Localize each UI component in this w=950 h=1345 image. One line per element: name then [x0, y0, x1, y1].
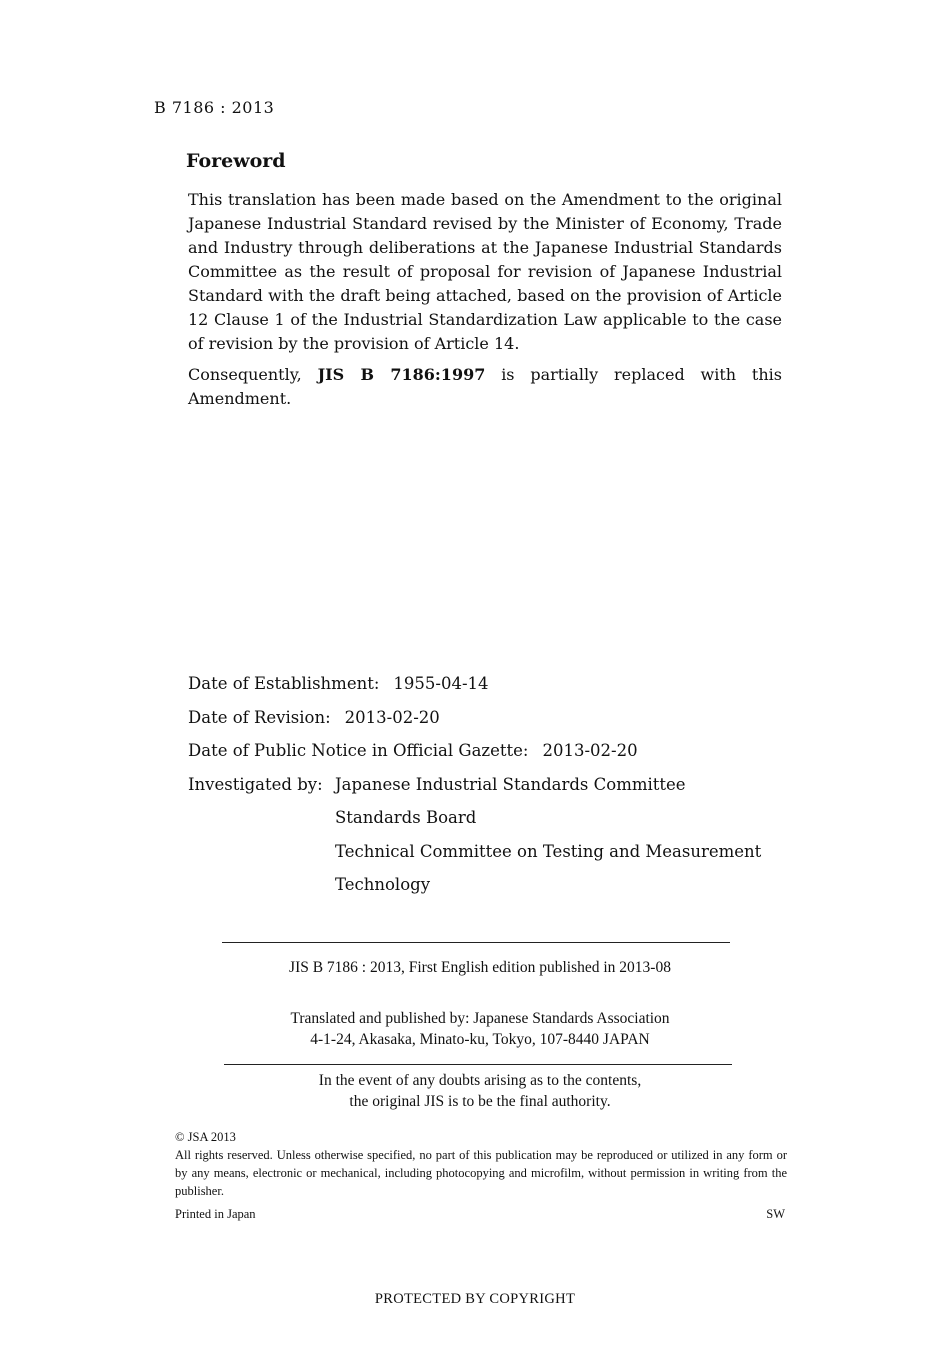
rights-statement: All rights reserved. Unless otherwise specified, no part of this publication may be reproduced or utilized in any form or by any means, electronic or mechanical, including photocopying and microfilm, without permission in writing from the publisher. — [175, 1148, 787, 1198]
publisher-info — [170, 1008, 790, 1050]
printed-row — [175, 1207, 785, 1222]
foreword-title: Foreword — [186, 150, 286, 172]
standard-number-header: B 7186 : 2013 — [154, 98, 275, 117]
dates-block — [188, 674, 761, 909]
publisher-line: Translated and published by: Japanese Standards Association — [290, 1010, 670, 1027]
gazette-date-value: 2013-02-20 — [542, 741, 638, 760]
investigating-body: Technology — [335, 875, 431, 894]
foreword-body — [188, 188, 782, 418]
publisher-address: 4-1-24, Akasaka, Minato-ku, Tokyo, 107-8440 JAPAN — [310, 1031, 650, 1048]
gazette-date-label: Date of Public Notice in Official Gazette: — [188, 741, 529, 760]
divider — [222, 942, 730, 943]
revision-date-label: Date of Revision: — [188, 707, 331, 727]
revision-date-value: 2013-02-20 — [344, 707, 440, 727]
investigated-by-row — [188, 775, 761, 909]
replacement-prefix: Consequently, — [188, 365, 302, 384]
printed-in-label: Printed in Japan — [175, 1207, 256, 1221]
replaced-standard-reference: JIS B 7186:1997 — [317, 365, 486, 384]
investigating-bodies — [335, 775, 761, 909]
establishment-date-label: Date of Establishment: — [188, 674, 380, 693]
copyright-line: © JSA 2013 — [175, 1130, 236, 1144]
copyright-footer: PROTECTED BY COPYRIGHT — [374, 1291, 576, 1307]
divider — [224, 1064, 732, 1065]
revision-date-row — [188, 708, 761, 742]
legal-notice — [175, 1128, 787, 1200]
foreword-paragraph: This translation has been made based on the Amendment to the original Japanese Industrial Standard revised by the Minister of Economy, Trade and Industry through deliberations at the Japanese Industrial Standards Committee as the result of proposal for revision of Japanese Industrial Standard with the draft being attached, based on the provision of Article 12 Clause 1 of the Industrial Standardization Law applicable to the case of revision by the provision of Article 14. — [188, 190, 782, 353]
investigated-by-label: Investigated by: — [188, 774, 323, 794]
authority-line: the original JIS is to be the final authority. — [349, 1093, 611, 1110]
replacement-suffix: is partially replaced with this Amendment. — [188, 365, 782, 408]
investigating-body: Japanese Industrial Standards Committee — [335, 774, 686, 794]
authority-line: In the event of any doubts arising as to the contents, — [318, 1072, 642, 1089]
gazette-date-row — [188, 741, 761, 775]
establishment-date-value: 1955-04-14 — [393, 674, 489, 693]
foreword-replacement-paragraph — [188, 363, 782, 411]
authority-notice — [170, 1070, 790, 1112]
establishment-date-row — [188, 674, 761, 708]
investigating-body: Technical Committee on Testing and Measurement — [335, 841, 762, 861]
edition-info: JIS B 7186 : 2013, First English edition published in 2013-08 — [289, 959, 671, 976]
investigating-body: Standards Board — [335, 808, 477, 827]
print-code: SW — [766, 1207, 785, 1221]
